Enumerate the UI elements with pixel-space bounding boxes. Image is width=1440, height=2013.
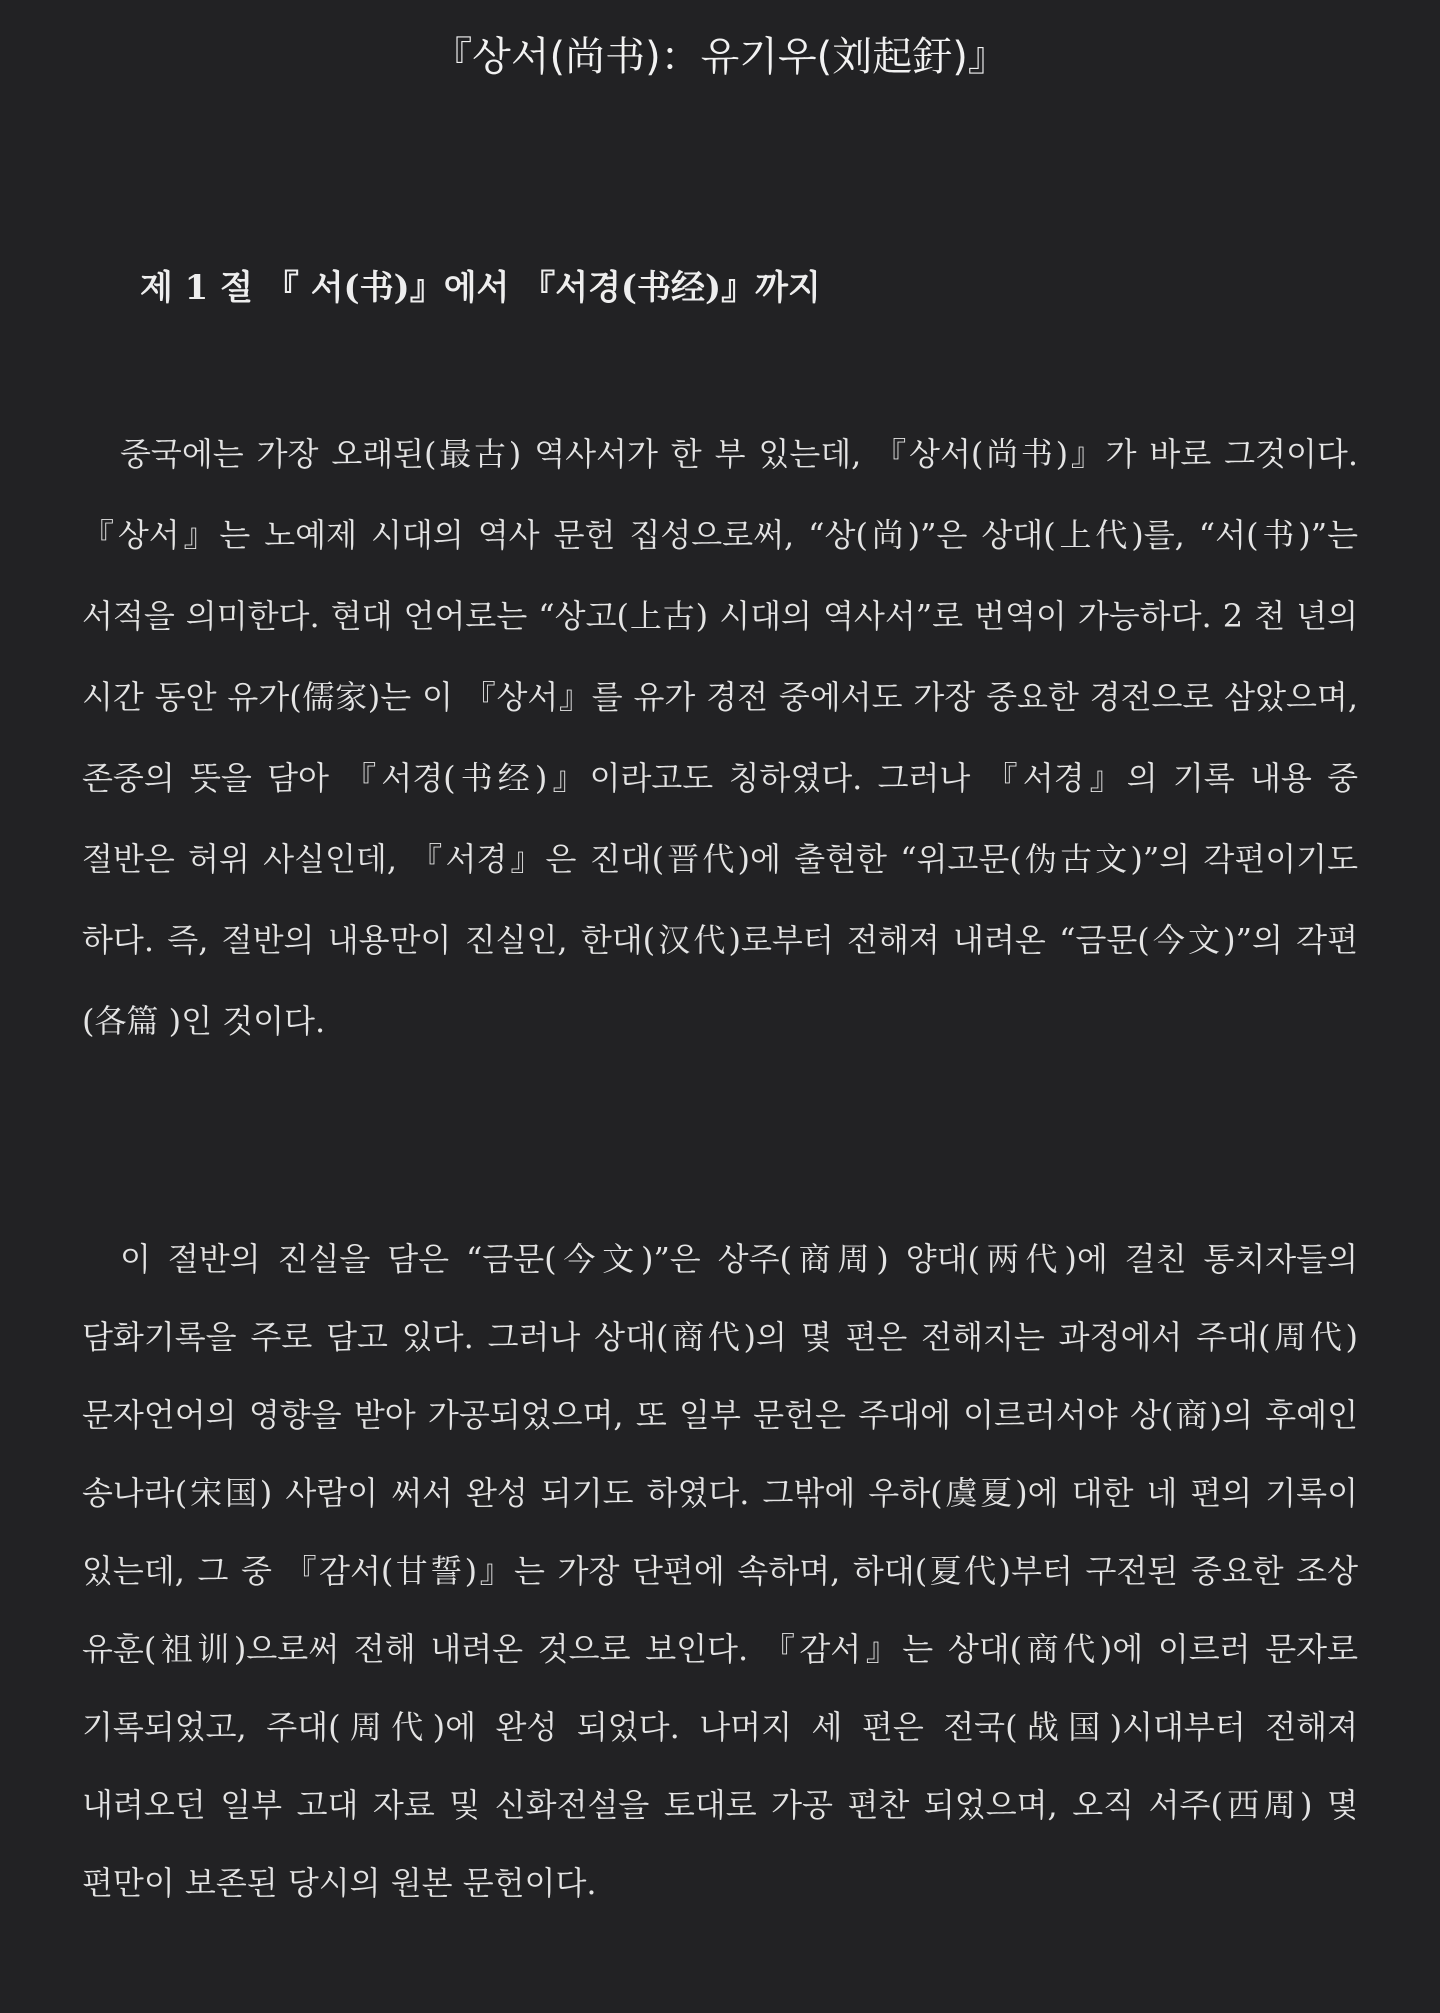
- paragraph-2: 이 절반의 진실을 담은 “금문(今文)”은 상주(商周) 양대(两代)에 걸친 통치자들의 담화기록을 주로 담고 있다. 그러나 상대(商代)의 몇 편은 전해지는 과정에서 주대(周代) 문자언어의 영향을 받아 가공되었으며, 또 일부 문헌은 주대에 이르러서야 상(商)의 후예인 송나라(宋国) 사람이 써서 완성 되기도 하였다. 그밖에 우하(虞夏)에 대한 네 편의 기록이 있는데, 그 중 『감서(甘誓)』는 가장 단편에 속하며, 하대(夏代)부터 구전된 중요한 조상 유훈(祖训)으로써 전해 내려온 것으로 보인다. 『감서』는 상대(商代)에 이르러 문자로 기록되었고, 주대(周代)에 완성 되었다. 나머지 세 편은 전국(战国)시대부터 전해져 내려오던 일부 고대 자료 및 신화전설을 토대로 가공 편찬 되었으며, 오직 서주(西周) 몇 편만이 보존된 당시의 원본 문헌이다.: [82, 1240, 1358, 1902]
- paragraph-1: 중국에는 가장 오래된(最古) 역사서가 한 부 있는데, 『상서(尚书)』가 바로 그것이다. 『상서』는 노예제 시대의 역사 문헌 집성으로써, “상(尚)”은 상대(上代)를, “서(书)”는 서적을 의미한다. 현대 언어로는 “상고(上古) 시대의 역사서”로 번역이 가능하다. 2 천 년의 시간 동안 유가(儒家)는 이 『상서』를 유가 경전 중에서도 가장 중요한 경전으로 삼았으며, 존중의 뜻을 담아 『서경(书经)』이라고도 칭하였다. 그러나 『서경』의 기록 내용 중 절반은 허위 사실인데, 『서경』은 진대(晋代)에 출현한 “위고문(伪古文)”의 각편이기도 하다. 즉, 절반의 내용만이 진실인, 한대(汉代)로부터 전해져 내려온 “금문(今文)”의 각편(各篇 )인 것이다.: [82, 435, 1358, 1040]
- section-heading: 제 1 절 『 서(书)』에서 『서경(书经)』까지: [140, 268, 821, 308]
- document-title: 『상서(尚书)：유기우(刘起釪)』: [432, 34, 1008, 80]
